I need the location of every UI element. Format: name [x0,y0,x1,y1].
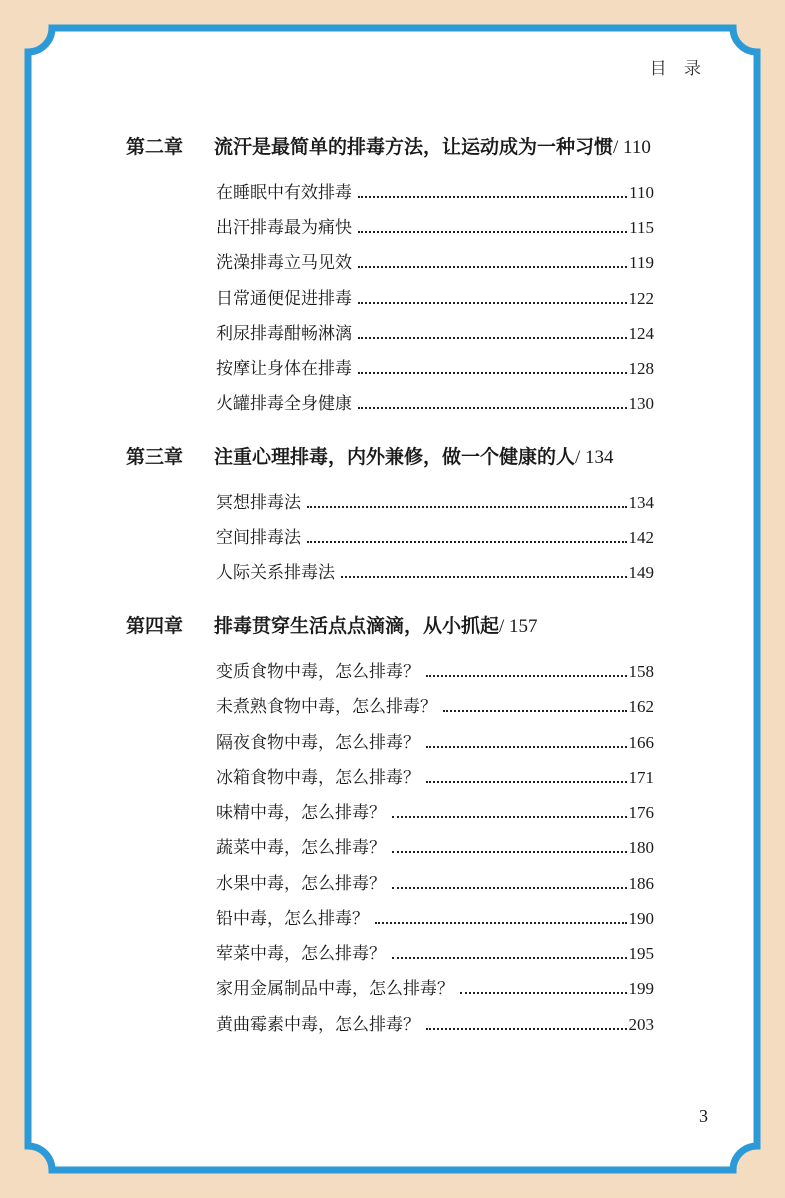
dot-leader [358,195,627,198]
entry-page: 171 [628,768,654,787]
dot-leader [426,1027,627,1030]
entry-title: 隔夜食物中毒，怎么排毒？ [216,733,420,753]
entry-title: 出汗排毒最为痛快 [216,218,352,238]
entry-title: 铅中毒，怎么排毒？ [216,909,369,929]
entry-title: 未煮熟食物中毒，怎么排毒？ [216,697,437,717]
entry-title: 家用金属制品中毒，怎么排毒？ [216,979,454,999]
chapter-page: / 110 [613,137,651,158]
entry-page: 142 [628,528,654,547]
entry-page: 158 [628,662,654,681]
toc-entry[interactable] [216,523,654,549]
toc-entry[interactable] [216,974,654,1000]
chapter-title: 流汗是最简单的排毒方法，让运动成为一种习惯 [214,136,614,158]
entry-page: 166 [628,733,654,752]
entry-title: 味精中毒，怎么排毒？ [216,803,386,823]
toc-entry[interactable] [216,657,654,683]
dot-leader [341,575,627,578]
toc-entry[interactable] [216,248,654,274]
toc-entry[interactable] [216,178,654,204]
chapter-title: 排毒贯穿生活点点滴滴，从小抓起 [214,615,500,637]
dot-leader [358,371,627,374]
chapter-number: 第三章 [126,446,184,468]
chapter-3-heading[interactable] [126,442,614,469]
entry-page: 122 [628,289,654,308]
dot-leader [460,991,627,994]
dot-leader [307,540,627,543]
dot-leader [443,709,627,712]
dot-leader [358,301,627,304]
entry-title: 火罐排毒全身健康 [216,394,352,414]
dot-leader [358,230,627,233]
chapter-page: / 157 [499,616,538,637]
entry-page: 190 [628,909,654,928]
dot-leader [307,505,627,508]
entry-page: 134 [628,493,654,512]
dot-leader [392,886,627,889]
entry-title: 水果中毒，怎么排毒？ [216,874,386,894]
entry-title: 日常通便促进排毒 [216,289,352,309]
toc-entry[interactable] [216,284,654,310]
toc-entry[interactable] [216,798,654,824]
toc-entry[interactable] [216,213,654,239]
toc-entry[interactable] [216,869,654,895]
toc-entry[interactable] [216,319,654,345]
entry-page: 195 [628,944,654,963]
chapter-page: / 134 [575,447,614,468]
entry-page: 115 [629,218,654,237]
page-number: 3 [699,1106,708,1126]
entry-page: 119 [629,253,654,272]
entry-page: 186 [628,874,654,893]
entry-title: 在睡眠中有效排毒 [216,183,352,203]
entry-title: 荤菜中毒，怎么排毒？ [216,944,386,964]
entry-title: 蔬菜中毒，怎么排毒？ [216,838,386,858]
chapter-number: 第二章 [126,136,184,158]
entry-title: 空间排毒法 [216,528,301,548]
entry-title: 利尿排毒酣畅淋漓 [216,324,352,344]
dot-leader [392,956,627,959]
toc-entry[interactable] [216,728,654,754]
entry-page: 203 [628,1015,654,1034]
chapter-title: 注重心理排毒，内外兼修，做一个健康的人 [214,446,576,468]
entry-title: 变质食物中毒，怎么排毒？ [216,662,420,682]
dot-leader [426,674,627,677]
entry-title: 黄曲霉素中毒，怎么排毒？ [216,1015,420,1035]
entry-page: 180 [628,838,654,857]
dot-leader [358,265,627,268]
chapter-4-heading[interactable] [126,611,538,638]
chapter-number: 第四章 [126,615,184,637]
toc-entry[interactable] [216,1010,654,1036]
entry-title: 冰箱食物中毒，怎么排毒？ [216,768,420,788]
entry-page: 124 [628,324,654,343]
dot-leader [358,336,627,339]
entry-page: 199 [628,979,654,998]
entry-page: 130 [628,394,654,413]
entry-page: 176 [628,803,654,822]
entry-page: 162 [628,697,654,716]
entry-title: 冥想排毒法 [216,493,301,513]
toc-entry[interactable] [216,558,654,584]
entry-title: 人际关系排毒法 [216,563,335,583]
toc-entry[interactable] [216,939,654,965]
toc-entry[interactable] [216,833,654,859]
chapter-2-heading[interactable] [126,132,651,159]
dot-leader [392,815,627,818]
toc-entry[interactable] [216,904,654,930]
toc-entry[interactable] [216,692,654,718]
dot-leader [426,780,627,783]
entry-page: 110 [629,183,654,202]
dot-leader [426,745,627,748]
dot-leader [392,850,627,853]
entry-title: 洗澡排毒立马见效 [216,253,352,273]
toc-entry[interactable] [216,763,654,789]
toc-entry[interactable] [216,488,654,514]
toc-entry[interactable] [216,354,654,380]
entry-page: 149 [628,563,654,582]
dot-leader [375,921,627,924]
entry-page: 128 [628,359,654,378]
toc-entry[interactable] [216,389,654,415]
entry-title: 按摩让身体在排毒 [216,359,352,379]
toc-header-title: 目 录 [649,59,707,79]
dot-leader [358,406,627,409]
